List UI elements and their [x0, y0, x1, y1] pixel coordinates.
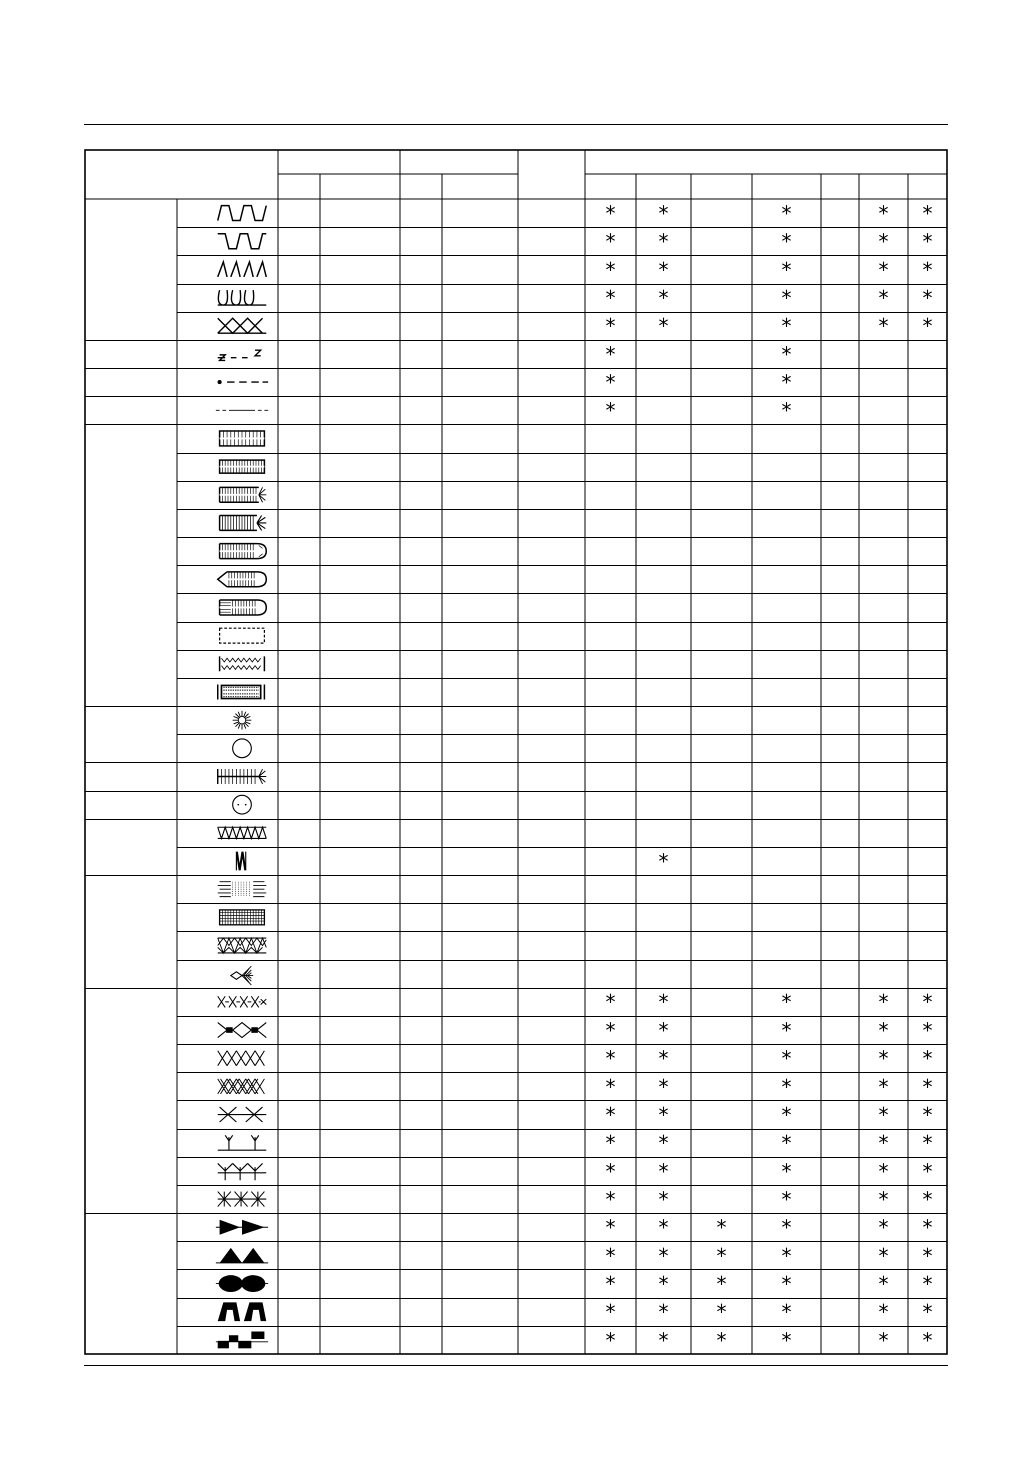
asterisk-mark: * — [658, 1187, 669, 1212]
asterisk-mark: * — [922, 229, 933, 254]
table-row — [218, 206, 267, 221]
decorative-tree-icon — [218, 1163, 267, 1180]
buttonhole-eyelet-tapered-icon — [218, 572, 267, 587]
asterisk-mark: * — [605, 257, 616, 282]
bartack-zigzag-icon — [218, 827, 267, 838]
table-row — [218, 1023, 267, 1038]
darning-bar-icon — [218, 769, 267, 784]
table-row — [236, 852, 245, 871]
table-row — [233, 795, 252, 814]
asterisk-mark: * — [922, 201, 933, 226]
asterisk-mark: * — [716, 1243, 727, 1268]
asterisk-mark: * — [716, 1215, 727, 1240]
asterisk-mark: * — [605, 285, 616, 310]
table-row — [220, 656, 265, 671]
table-row — [218, 1192, 267, 1207]
table-row — [218, 827, 267, 838]
asterisk-mark: * — [878, 1271, 889, 1296]
asterisk-mark: * — [922, 990, 933, 1015]
table-row — [216, 1332, 268, 1349]
table-row — [218, 996, 267, 1007]
table-row — [216, 1248, 268, 1263]
asterisk-mark: * — [658, 1271, 669, 1296]
asterisk-mark: * — [605, 1159, 616, 1184]
asterisk-mark: * — [781, 1159, 792, 1184]
asterisk-mark: * — [605, 1243, 616, 1268]
table-row — [218, 938, 267, 953]
asterisk-mark: * — [781, 1074, 792, 1099]
buttonhole-round-end-icon — [220, 487, 267, 502]
asterisk-mark: * — [658, 1102, 669, 1127]
asterisk-mark: * — [658, 229, 669, 254]
asterisk-mark: * — [781, 398, 792, 423]
asterisk-mark: * — [922, 1018, 933, 1043]
asterisk-mark: * — [781, 990, 792, 1015]
table-row — [220, 628, 265, 643]
asterisk-mark: * — [878, 201, 889, 226]
asterisk-mark: * — [658, 314, 669, 339]
table-row — [220, 487, 267, 502]
eyelet-sun-icon — [233, 711, 252, 730]
asterisk-mark: * — [922, 1131, 933, 1156]
decorative-diamond-icon — [218, 1023, 267, 1038]
buttonhole-zigzag-icon — [220, 656, 265, 671]
buttonhole-rounded-icon — [220, 544, 267, 559]
fish-darning-icon — [231, 966, 253, 985]
table-row — [218, 234, 267, 249]
asterisk-mark: * — [658, 849, 669, 874]
satin-oval-icon — [216, 1275, 268, 1292]
asterisk-mark: * — [878, 1300, 889, 1325]
table-row — [218, 685, 265, 700]
asterisk-mark: * — [658, 285, 669, 310]
asterisk-mark: * — [781, 342, 792, 367]
asterisk-mark: * — [922, 285, 933, 310]
asterisk-mark: * — [781, 1300, 792, 1325]
asterisk-mark: * — [605, 1271, 616, 1296]
asterisk-mark: * — [658, 990, 669, 1015]
asterisk-mark: * — [878, 314, 889, 339]
asterisk-mark: * — [878, 990, 889, 1015]
asterisk-mark: * — [658, 1046, 669, 1071]
decorative-cross-chain-icon — [218, 996, 267, 1007]
table-row — [218, 1107, 267, 1122]
asterisk-mark: * — [781, 1271, 792, 1296]
darning-zigzag-icon — [218, 938, 267, 953]
table-row — [220, 515, 267, 530]
asterisk-mark: * — [605, 1131, 616, 1156]
eyelet-circle-icon — [233, 739, 252, 758]
asterisk-mark: * — [878, 1187, 889, 1212]
zigzag-square-icon — [218, 206, 267, 221]
asterisk-mark: * — [878, 285, 889, 310]
asterisk-mark: * — [658, 1243, 669, 1268]
asterisk-mark: * — [922, 1074, 933, 1099]
table-row — [218, 290, 267, 305]
asterisk-mark: * — [922, 1102, 933, 1127]
asterisk-mark: * — [781, 1215, 792, 1240]
asterisk-mark: * — [605, 398, 616, 423]
decorative-wide-x-icon — [218, 1107, 267, 1122]
asterisk-mark: * — [605, 1018, 616, 1043]
table-row — [218, 1051, 265, 1066]
asterisk-mark: * — [878, 1159, 889, 1184]
asterisk-mark: * — [605, 1187, 616, 1212]
table-row — [218, 380, 269, 384]
asterisk-mark: * — [716, 1300, 727, 1325]
asterisk-mark: * — [781, 1018, 792, 1043]
zigzag-square-inverted-icon — [218, 234, 267, 249]
asterisk-mark: * — [781, 1046, 792, 1071]
asterisk-mark: * — [922, 257, 933, 282]
asterisk-mark: * — [658, 1215, 669, 1240]
asterisk-mark: * — [658, 1328, 669, 1353]
asterisk-mark: * — [605, 342, 616, 367]
table-row — [218, 1135, 267, 1150]
buttonhole-keyhole-square-icon — [220, 600, 267, 615]
asterisk-mark: * — [605, 1300, 616, 1325]
table-row — [231, 966, 253, 985]
asterisk-mark: * — [922, 1159, 933, 1184]
table-row — [218, 262, 267, 277]
table-frame — [85, 150, 947, 1354]
asterisk-mark: * — [781, 229, 792, 254]
asterisk-mark: * — [781, 314, 792, 339]
buttonhole-square-narrow-icon — [220, 460, 265, 473]
asterisk-mark: * — [605, 1102, 616, 1127]
asterisk-mark: * — [922, 1243, 933, 1268]
satin-triangle-right-icon — [216, 1220, 268, 1235]
asterisk-mark: * — [878, 1102, 889, 1127]
asterisk-mark: * — [922, 314, 933, 339]
overlock-loop-icon — [218, 290, 267, 305]
table-row — [218, 882, 267, 897]
asterisk-mark: * — [658, 201, 669, 226]
bottom-divider — [84, 1365, 948, 1366]
table-row — [233, 711, 252, 730]
asterisk-mark: * — [878, 229, 889, 254]
asterisk-mark: * — [878, 1328, 889, 1353]
asterisk-mark: * — [781, 257, 792, 282]
darning-grid-icon — [220, 910, 265, 925]
asterisk-mark: * — [605, 1046, 616, 1071]
asterisk-mark: * — [922, 1328, 933, 1353]
table-row — [218, 1163, 267, 1180]
table-row — [220, 910, 265, 925]
asterisk-mark: * — [922, 1187, 933, 1212]
buttonhole-keyhole-icon — [220, 515, 267, 530]
table-row — [218, 318, 267, 333]
table-row — [220, 460, 265, 473]
asterisk-mark: * — [658, 257, 669, 282]
asterisk-mark: * — [605, 1328, 616, 1353]
table-row — [220, 431, 265, 446]
asterisk-mark: * — [658, 1074, 669, 1099]
table-row — [216, 1220, 268, 1235]
asterisk-mark: * — [658, 1300, 669, 1325]
asterisk-mark: * — [878, 1215, 889, 1240]
asterisk-mark: * — [716, 1271, 727, 1296]
buttonhole-corded-icon — [218, 685, 265, 700]
asterisk-mark: * — [605, 1074, 616, 1099]
asterisk-mark: * — [781, 1102, 792, 1127]
asterisk-mark: * — [781, 1187, 792, 1212]
asterisk-mark: * — [605, 990, 616, 1015]
table-row — [220, 600, 267, 615]
table-row — [218, 769, 267, 784]
basting-z-icon — [218, 350, 261, 360]
asterisk-mark: * — [605, 370, 616, 395]
asterisk-mark: * — [781, 1328, 792, 1353]
bartack-dense-icon — [236, 852, 245, 871]
asterisk-mark: * — [605, 201, 616, 226]
table-row — [218, 1302, 267, 1321]
asterisk-mark: * — [658, 1159, 669, 1184]
asterisk-mark: * — [605, 314, 616, 339]
asterisk-mark: * — [781, 201, 792, 226]
buttonhole-square-icon — [220, 431, 265, 446]
asterisk-mark: * — [878, 1018, 889, 1043]
asterisk-mark: * — [781, 370, 792, 395]
asterisk-mark: * — [781, 285, 792, 310]
asterisk-mark: * — [878, 1243, 889, 1268]
darning-slant-icon — [218, 882, 267, 897]
satin-trapezoid-icon — [218, 1302, 267, 1321]
asterisk-mark: * — [658, 1131, 669, 1156]
asterisk-mark: * — [781, 1243, 792, 1268]
decorative-x-chain-icon — [218, 1051, 265, 1066]
table-row — [218, 350, 261, 360]
decorative-feather-icon — [218, 1135, 267, 1150]
decorative-double-x-icon — [218, 1079, 265, 1094]
buttonhole-dashed-icon — [220, 628, 265, 643]
table-row — [218, 1079, 265, 1094]
asterisk-mark: * — [605, 1215, 616, 1240]
asterisk-mark: * — [922, 1300, 933, 1325]
asterisk-mark: * — [922, 1215, 933, 1240]
button-sewing-icon — [233, 795, 252, 814]
asterisk-mark: * — [781, 1131, 792, 1156]
asterisk-mark: * — [922, 1271, 933, 1296]
asterisk-mark: * — [658, 1018, 669, 1043]
dot-dash-icon — [218, 380, 269, 384]
asterisk-mark: * — [878, 257, 889, 282]
asterisk-mark: * — [922, 1046, 933, 1071]
asterisk-mark: * — [605, 229, 616, 254]
table-row — [220, 544, 267, 559]
asterisk-mark: * — [878, 1074, 889, 1099]
decorative-star-icon — [218, 1192, 267, 1207]
asterisk-mark: * — [878, 1046, 889, 1071]
satin-triangle-up-icon — [216, 1248, 268, 1263]
table-row — [216, 1275, 268, 1292]
asterisk-mark: * — [716, 1328, 727, 1353]
zigzag-slanted-icon — [218, 262, 267, 277]
satin-checker-icon — [216, 1332, 268, 1349]
table-row — [218, 572, 267, 587]
asterisk-mark: * — [878, 1131, 889, 1156]
table-row — [233, 739, 252, 758]
cross-overlock-icon — [218, 318, 267, 333]
